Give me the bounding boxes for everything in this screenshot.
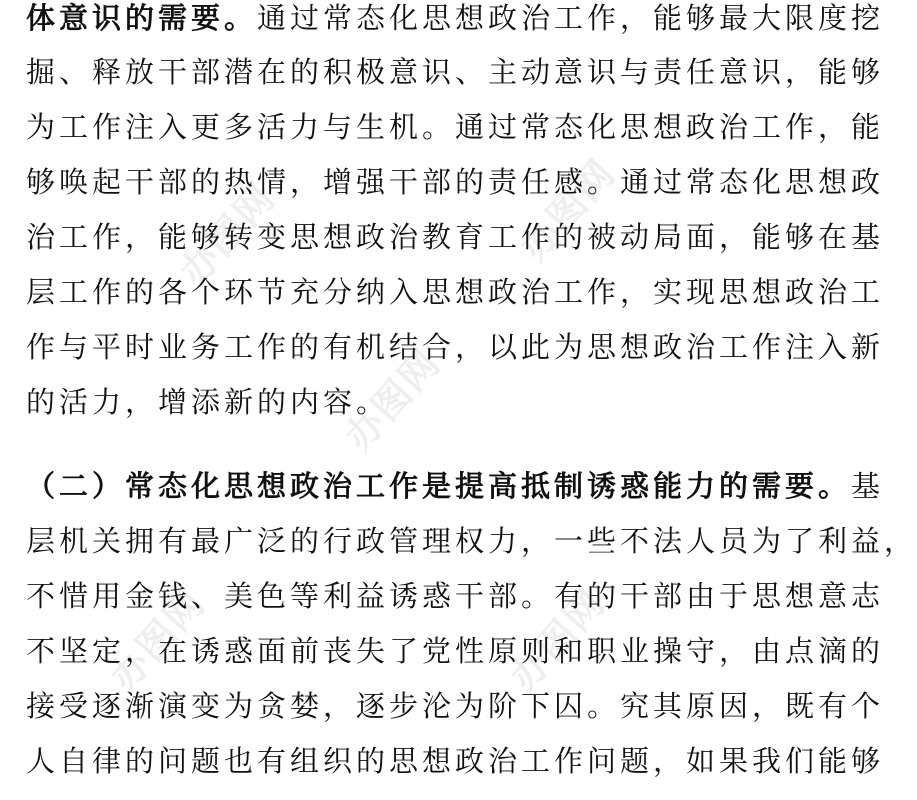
section-heading: （二）常态化思想政治工作是提高抵制诱惑能力的需要。 [26,469,852,503]
paragraph-1-line-5: 治工作，能够转变思想政治教育工作的被动局面，能够在基 [26,220,885,254]
paragraph-2-line-2: 层机关拥有最广泛的行政管理权力，一些不法人员为了利益， [26,524,917,558]
watermark: 办图网 [511,150,625,270]
paragraph-2-line-3: 不惜用金钱、美色等利益诱惑干部。有的干部由于思想意志 [26,579,885,613]
watermark: 办图网 [501,580,615,700]
paragraph-1-line-1 [26,0,885,36]
paragraph-2-line-4: 不坚定，在诱惑面前丧失了党性原则和职业操守，由点滴的 [26,634,885,668]
paragraph-1-heading-tail: 体意识的需要。 [26,1,258,35]
paragraph-1-line-2: 掘、释放干部潜在的积极意识、主动意识与责任意识，能够 [26,55,885,89]
paragraph-1-line-4: 够唤起干部的热情，增强干部的责任感。通过常态化思想政 [26,165,885,199]
watermark: 办图网 [336,340,450,460]
watermark: 办图网 [171,175,285,295]
paragraph-2-line-1 [26,468,885,504]
paragraph-2-line-5: 接受逐渐演变为贪婪，逐步沦为阶下囚。究其原因，既有个 [26,689,885,723]
paragraph-1-line-3: 为工作注入更多活力与生机。通过常态化思想政治工作，能 [26,110,885,144]
paragraph-2-line-1-text: 基 [851,469,885,503]
paragraph-1-line-6: 层工作的各个环节充分纳入思想政治工作，实现思想政治工 [26,275,885,309]
paragraph-1-line-7: 作与平时业务工作的有机结合，以此为思想政治工作注入新 [26,330,885,364]
watermark: 办图网 [101,580,215,700]
paragraph-1-line-1-text: 通过常态化思想政治工作，能够最大限度挖 [257,1,885,35]
paragraph-1-line-8: 的活力，增添新的内容。 [26,385,390,419]
paragraph-2-line-6: 人自律的问题也有组织的思想政治工作问题，如果我们能够 [26,744,885,778]
